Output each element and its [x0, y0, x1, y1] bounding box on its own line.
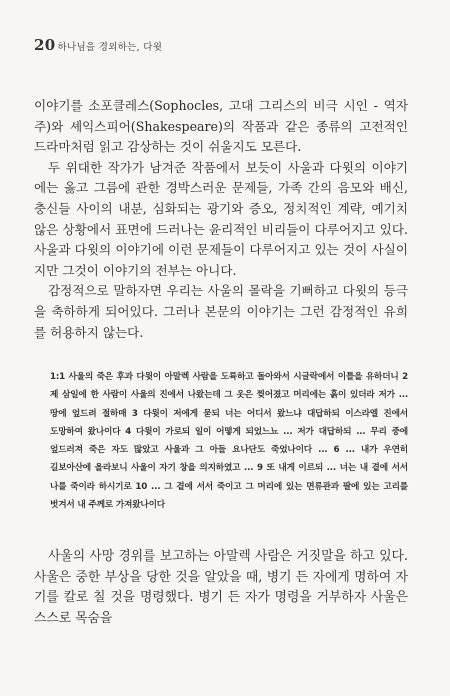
- paragraph: 이야기를 소포클레스(Sophocles, 고대 그리스의 비극 시인 - 역자 주)와 셰익스피어(Shakespeare)의 작품과 같은 종류의 고전적인 드라마처럼 읽고 감상하는 것이 쉬울지도 모른다.: [34, 98, 408, 155]
- page-number: 20: [34, 36, 56, 54]
- quote-text: 1:1 사울의 죽은 후과 다윗이 아말렉 사람을 도륙하고 돌아와서 시글락에서 이틀을 유하더니 2 제 삼일에 한 사람이 사울의 진에서 나왔는데 그 옷은 찢어졌고 머리에는 흙이 있더라 저가 ... 땅에 엎드려 절하매 3 다윗이 저에게 묻되 너는 어디서 왔느냐 대답하되 이스라엘 진에서 도망하여 왔나이다 4 다윗이 가로되 일이 어떻게 되었느뇨 ... 저가 대답하되 ... 무리 중에 엎드러져 죽은 자도 많았고 사울과 그 아들 요나단도 죽었나이다 ... 6 ... 내가 우연히 길보아산에 올라보니 사울이 자기 창을 의지하였고 ... 9 또 내게 이르되 ... 너는 내 곁에 서서 나를 죽이라 하시기로 10 ... 그 곁에 서서 죽이고 그 머리에 있는 면류관과 팔에 있는 고리를 벗겨서 내 주께로 가져왔나이다: [50, 372, 408, 511]
- running-title: 하나님을 경외하는, 다윗: [57, 42, 163, 53]
- running-header: [34, 36, 162, 54]
- scripture-quote: [50, 368, 408, 514]
- outro-text: [34, 547, 408, 629]
- paragraph: 두 위대한 작가가 남겨준 작품에서 보듯이 사울과 다윗의 이야기에는 옳고 그름에 관한 경박스러운 문제들, 가족 간의 음모와 배신, 충신들 사이의 내분, 심화되는 광기와 증오, 정치적인 계략, 예기치 않은 상황에서 표면에 드러나는 윤리적인 비리들이 다루어지고 있다. 사울과 다윗의 이야기에 이런 문제들이 다루어지고 있는 것이 사실이지만 그것이 이야기의 전부는 아니다.: [34, 159, 408, 278]
- paragraph: 감정적으로 말하자면 우리는 사울의 몰락을 기뻐하고 다윗의 등극을 축하하게 되어있다. 그러나 본문의 이야기는 그런 감정적인 유희를 허용하지 않는다.: [34, 283, 408, 340]
- paragraph: 사울의 사망 경위를 보고하는 아말렉 사람은 거짓말을 하고 있다. 사울은 중한 부상을 당한 것을 알았을 때, 병기 든 자에게 명하여 자기를 칼로 칠 것을 명령했다. 병기 든 자가 명령을 거부하자 사울은 스스로 목숨을: [34, 549, 408, 626]
- intro-text: [34, 96, 408, 343]
